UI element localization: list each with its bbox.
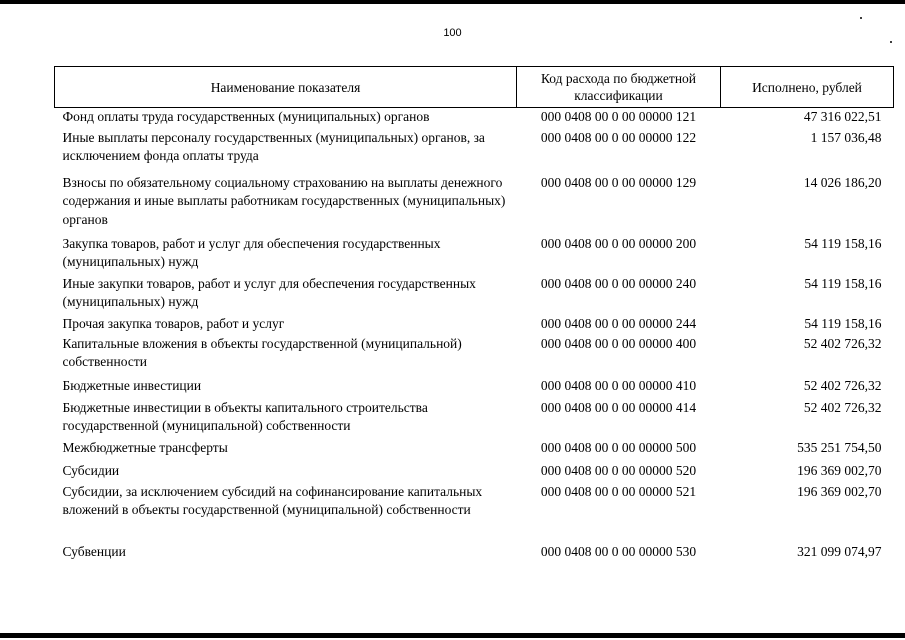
table-row — [55, 483, 894, 543]
row-name: Бюджетные инвестиции — [62, 377, 202, 393]
row-name: Субвенции — [62, 543, 126, 559]
row-code: 000 0408 00 0 00 00000 240 — [540, 275, 697, 291]
row-name: Капитальные вложения в объекты государственной (муниципальной) собственности — [62, 335, 462, 369]
report-table-container — [54, 66, 893, 565]
row-code: 000 0408 00 0 00 00000 414 — [540, 399, 697, 415]
row-amount: 196 369 002,70 — [797, 462, 882, 478]
table-row — [55, 235, 894, 275]
row-code: 000 0408 00 0 00 00000 521 — [540, 483, 697, 499]
scan-speck — [860, 17, 862, 19]
row-code: 000 0408 00 0 00 00000 500 — [540, 439, 697, 455]
row-name: Межбюджетные трансферты — [62, 439, 228, 455]
table-header-row — [55, 67, 894, 108]
row-name: Иные закупки товаров, работ и услуг для обеспечения государственных (муниципальных) нужд — [62, 275, 476, 309]
row-name: Взносы по обязательному социальному страхованию на выплаты денежного содержания и иные выплаты работникам государственных (муниципальных) органов — [62, 174, 506, 227]
header-indicator-name: Наименование показателя — [55, 67, 517, 108]
row-amount: 535 251 754,50 — [797, 439, 882, 455]
row-code: 000 0408 00 0 00 00000 400 — [540, 335, 697, 351]
expenditure-table — [54, 66, 894, 565]
row-code: 000 0408 00 0 00 00000 122 — [540, 129, 697, 145]
row-code: 000 0408 00 0 00 00000 129 — [540, 174, 697, 190]
scan-speck — [890, 41, 892, 43]
header-executed-amount: Исполнено, рублей — [721, 67, 894, 108]
row-name: Субсидии — [62, 462, 120, 478]
row-name: Иные выплаты персоналу государственных (муниципальных) органов, за исключением фонда оплаты труда — [62, 129, 485, 163]
row-code: 000 0408 00 0 00 00000 410 — [540, 377, 697, 393]
row-amount: 54 119 158,16 — [804, 235, 882, 251]
table-row — [55, 462, 894, 483]
row-code: 000 0408 00 0 00 00000 244 — [540, 315, 697, 331]
row-name: Прочая закупка товаров, работ и услуг — [62, 315, 285, 331]
page-number: 100 — [443, 27, 462, 39]
row-name: Фонд оплаты труда государственных (муниципальных) органов — [62, 109, 430, 124]
row-amount: 54 119 158,16 — [804, 315, 882, 331]
table-row — [55, 108, 894, 129]
table-row — [55, 543, 894, 565]
header-budget-code: Код расхода по бюджетной классификации — [517, 67, 721, 108]
table-row — [55, 377, 894, 399]
row-code: 000 0408 00 0 00 00000 530 — [540, 543, 697, 559]
row-amount: 52 402 726,32 — [803, 377, 882, 393]
row-name: Закупка товаров, работ и услуг для обеспечения государственных (муниципальных) нужд — [62, 235, 441, 269]
table-row — [55, 275, 894, 315]
table-row — [55, 399, 894, 439]
row-amount: 1 157 036,48 — [810, 129, 882, 145]
row-amount: 196 369 002,70 — [797, 483, 882, 499]
row-code: 000 0408 00 0 00 00000 121 — [540, 109, 697, 124]
row-amount: 52 402 726,32 — [803, 335, 882, 351]
row-amount: 54 119 158,16 — [804, 275, 882, 291]
table-row — [55, 335, 894, 377]
table-row — [55, 129, 894, 174]
row-code: 000 0408 00 0 00 00000 520 — [540, 462, 697, 478]
top-border-rule — [0, 0, 905, 4]
row-amount: 321 099 074,97 — [797, 543, 882, 559]
row-name: Субсидии, за исключением субсидий на софинансирование капитальных вложений в объекты государственной (муниципальной) собственности — [62, 483, 483, 517]
row-amount: 47 316 022,51 — [803, 109, 882, 124]
row-name: Бюджетные инвестиции в объекты капитального строительства государственной (муниципальной) собственности — [62, 399, 428, 433]
table-row — [55, 315, 894, 335]
row-amount: 14 026 186,20 — [803, 174, 882, 190]
row-amount: 52 402 726,32 — [803, 399, 882, 415]
table-row — [55, 174, 894, 235]
table-row — [55, 439, 894, 462]
row-code: 000 0408 00 0 00 00000 200 — [540, 235, 697, 251]
bottom-border-rule — [0, 633, 905, 638]
